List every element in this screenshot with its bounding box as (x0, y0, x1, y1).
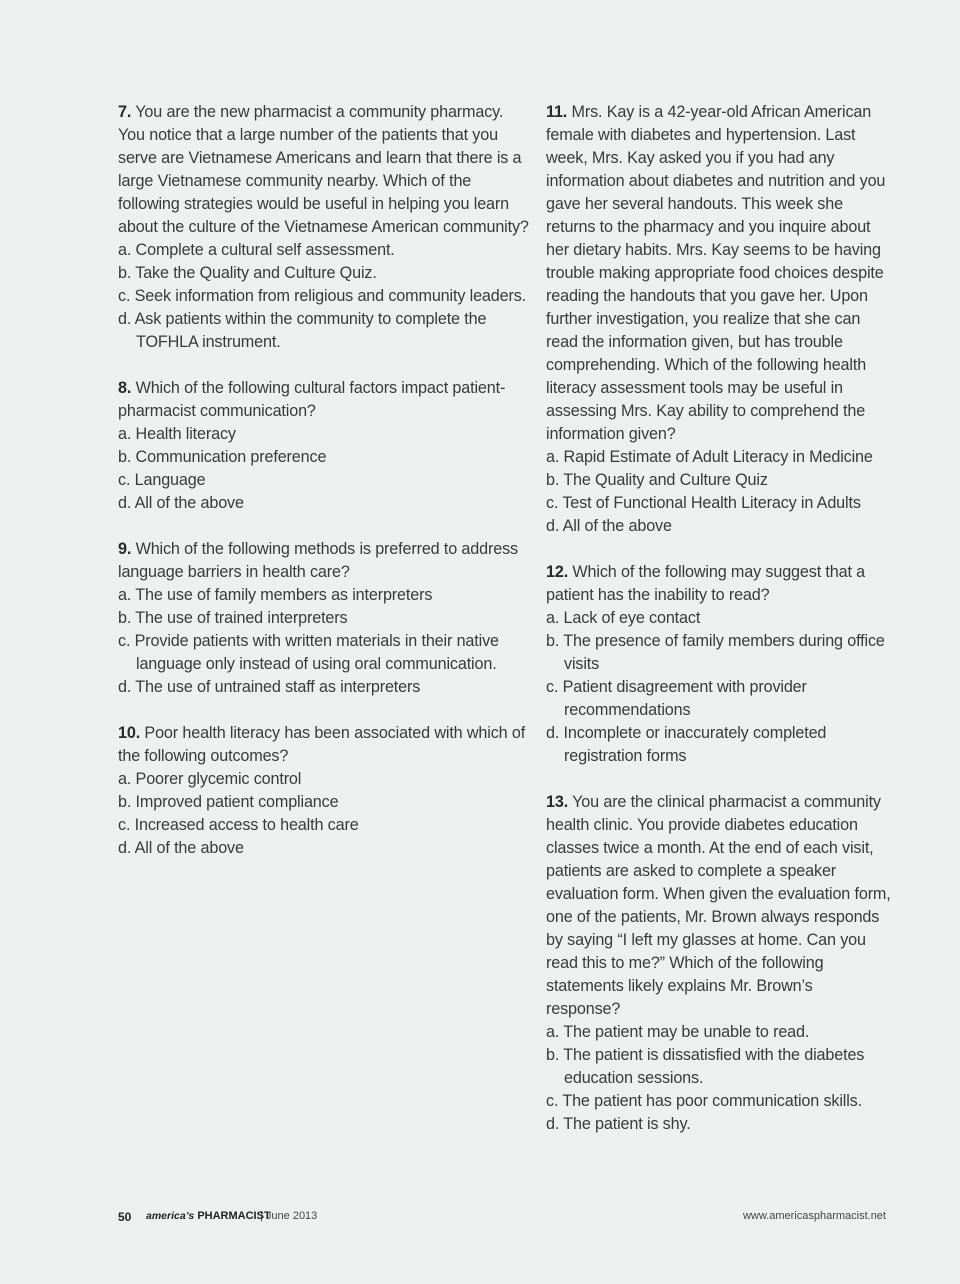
question-text: Mrs. Kay is a 42-year-old African American female with diabetes and hypertension. Last week, Mrs. Kay asked you if you had any information about diabetes and nutrition and you gave her several handouts. This week she returns to the pharmacy and you inquire about her dietary habits. Mrs. Kay seems to be having trouble making appropriate food choices despite reading the handouts that you gave her. Upon further investigation, you realize that she can read the information given, but has trouble comprehending. Which of the following health literacy assessment tools may be useful in assessing Mrs. Kay ability to comprehend the information given? (546, 103, 886, 443)
page-footer (118, 1210, 886, 1226)
option-d: d. The use of untrained staff as interpreters (118, 678, 421, 696)
publication-brand (146, 1210, 271, 1222)
option-b: b. The patient is dissatisfied with the diabetes education sessions. (546, 1046, 865, 1087)
question-7 (118, 101, 530, 354)
option-b: b. The use of trained interpreters (118, 609, 348, 627)
option-d: d. Ask patients within the community to complete the TOFHLA instrument. (118, 310, 487, 351)
question-11 (546, 101, 891, 538)
question-number: 11. (546, 103, 568, 121)
option-a: a. Rapid Estimate of Adult Literacy in Medicine (546, 448, 873, 466)
option-a: a. The use of family members as interpreters (118, 586, 433, 604)
question-number: 10. (118, 724, 141, 742)
right-column (546, 101, 891, 1159)
option-b: b. The Quality and Culture Quiz (546, 471, 768, 489)
option-b: b. Take the Quality and Culture Quiz. (118, 264, 377, 282)
question-number: 8. (118, 379, 132, 397)
option-b: b. The presence of family members during office visits (546, 632, 885, 673)
question-10 (118, 722, 530, 860)
question-number: 9. (118, 540, 132, 558)
question-text: Which of the following may suggest that a patient has the inability to read? (546, 563, 865, 604)
option-b: b. Communication preference (118, 448, 327, 466)
option-c: c. Test of Functional Health Literacy in Adults (546, 494, 861, 512)
question-8 (118, 377, 530, 515)
question-stem (546, 101, 891, 446)
option-c: c. Increased access to health care (118, 816, 359, 834)
option-d: d. Incomplete or inaccurately completed registration forms (546, 724, 827, 765)
issue-date: | June 2013 (260, 1210, 318, 1222)
question-stem (118, 722, 530, 768)
option-d: d. All of the above (118, 839, 244, 857)
option-a: a. The patient may be unable to read. (546, 1023, 810, 1041)
question-stem (118, 101, 530, 239)
option-c: c. Seek information from religious and community leaders. (118, 287, 527, 305)
question-stem (546, 561, 891, 607)
question-number: 12. (546, 563, 569, 581)
option-d: d. All of the above (546, 517, 672, 535)
option-c: c. Patient disagreement with provider recommendations (546, 678, 807, 719)
question-stem (118, 538, 530, 584)
question-text: You are the new pharmacist a community pharmacy. You notice that a large number of the patients that you serve are Vietnamese Americans and learn that there is a large Vietnamese community nearby. Which of the following strategies would be useful in helping you learn about the culture of the Vietnamese American community? (118, 103, 529, 236)
brand-big-text: PHARMACIST (197, 1210, 271, 1222)
option-d: d. All of the above (118, 494, 244, 512)
question-text: Which of the following cultural factors impact patient-pharmacist communication? (118, 379, 506, 420)
left-column (118, 101, 530, 883)
page-number: 50 (118, 1210, 132, 1224)
question-13 (546, 791, 891, 1136)
question-text: Which of the following methods is preferred to address language barriers in health care? (118, 540, 518, 581)
option-d: d. The patient is shy. (546, 1115, 691, 1133)
option-a: a. Poorer glycemic control (118, 770, 302, 788)
brand-small-text: america’s (146, 1210, 195, 1222)
option-a: a. Complete a cultural self assessment. (118, 241, 395, 259)
question-text: Poor health literacy has been associated with which of the following outcomes? (118, 724, 526, 765)
option-a: a. Lack of eye contact (546, 609, 701, 627)
question-stem (118, 377, 530, 423)
question-text: You are the clinical pharmacist a community health clinic. You provide diabetes education classes twice a month. At the end of each visit, patients are asked to complete a speaker evaluation form. When given the evaluation form, one of the patients, Mr. Brown always responds by saying “I left my glasses at home. Can you read this to me?” Which of the following statements likely explains Mr. Brown’s response? (546, 793, 891, 1018)
option-c: c. Provide patients with written materials in their native language only instead of using oral communication. (118, 632, 499, 673)
question-stem (546, 791, 891, 1021)
question-9 (118, 538, 530, 699)
question-number: 13. (546, 793, 569, 811)
website-url: www.americaspharmacist.net (742, 1210, 886, 1222)
option-a: a. Health literacy (118, 425, 236, 443)
option-c: c. Language (118, 471, 206, 489)
question-number: 7. (118, 103, 132, 121)
option-c: c. The patient has poor communication skills. (546, 1092, 862, 1110)
question-12 (546, 561, 891, 768)
option-b: b. Improved patient compliance (118, 793, 339, 811)
